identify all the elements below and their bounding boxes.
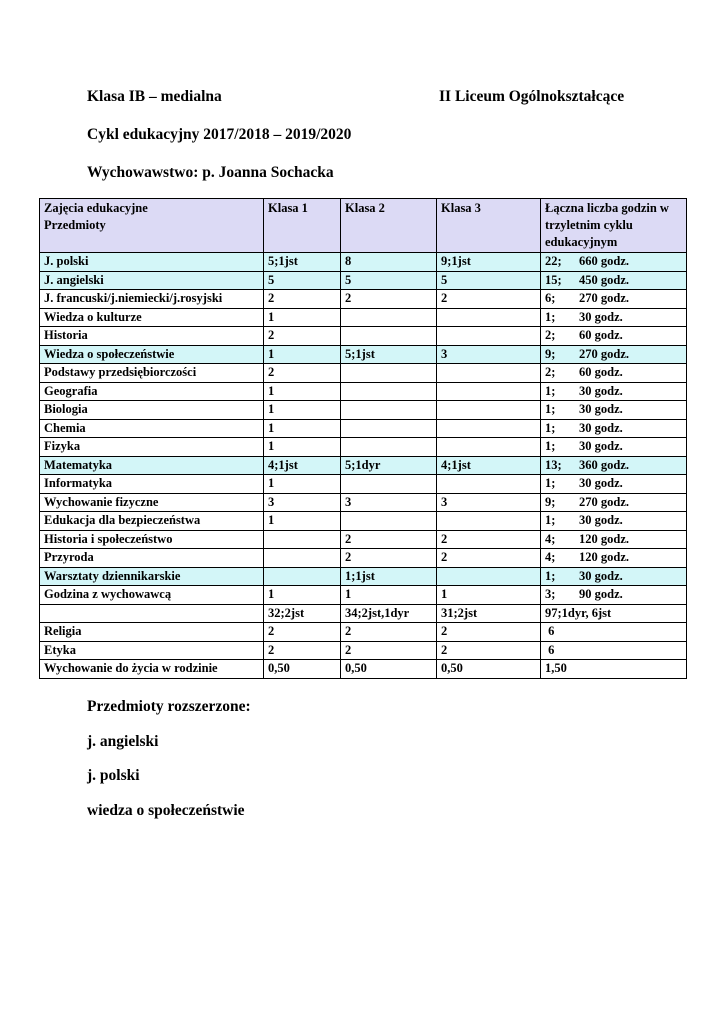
table-row [40, 475, 687, 494]
total-cell [541, 549, 687, 568]
total-hours-count: 2; [545, 365, 556, 379]
total-cell [541, 456, 687, 475]
total-hours-sum: 90 godz. [579, 587, 623, 601]
subject-cell: Edukacja dla bezpieczeństwa [40, 512, 264, 531]
total-hours-count: 13; [545, 457, 562, 472]
class-3-cell: 31;2jst [437, 604, 541, 623]
total-cell [541, 660, 687, 679]
subject-cell: Warsztaty dziennikarskie [40, 567, 264, 586]
total-hours-sum: 30 godz. [579, 568, 623, 583]
class-2-cell [341, 364, 437, 383]
total-cell [541, 512, 687, 531]
table-row [40, 345, 687, 364]
class-3-cell [437, 475, 541, 494]
total-cell [541, 438, 687, 457]
subject-cell: J. francuski/j.niemiecki/j.rosyjski [40, 290, 264, 309]
table-row [40, 512, 687, 531]
class-2-cell [341, 401, 437, 420]
class-2-cell: 34;2jst,1dyr [341, 604, 437, 623]
header-class-1: Klasa 1 [264, 199, 341, 253]
total-hours-count: 1; [545, 439, 556, 453]
total-hours-count: 6 [545, 624, 555, 638]
class-1-cell: 2 [264, 327, 341, 346]
total-cell [541, 345, 687, 364]
total-cell [541, 290, 687, 309]
class-3-cell: 2 [437, 290, 541, 309]
class-1-cell: 1 [264, 419, 341, 438]
subject-cell: Przyroda [40, 549, 264, 568]
subject-cell: Wiedza o społeczeństwie [40, 345, 264, 364]
total-hours-sum: 450 godz. [579, 272, 629, 287]
class-3-cell [437, 382, 541, 401]
header-subject-label: Zajęcia edukacyjne Przedmioty [44, 201, 148, 232]
class-1-cell: 1 [264, 512, 341, 531]
total-hours-sum: 660 godz. [579, 254, 629, 268]
total-hours-count: 3; [545, 587, 556, 601]
total-cell [541, 493, 687, 512]
table-row [40, 586, 687, 605]
class-3-cell: 2 [437, 641, 541, 660]
total-hours-count: 22; [545, 254, 562, 268]
subject-cell: Chemia [40, 419, 264, 438]
class-1-cell: 1 [264, 438, 341, 457]
table-row [40, 401, 687, 420]
total-cell [541, 567, 687, 586]
class-2-cell: 3 [341, 493, 437, 512]
total-hours-sum: 120 godz. [579, 531, 629, 546]
table-row [40, 364, 687, 383]
table-row [40, 382, 687, 401]
total-cell [541, 419, 687, 438]
total-cell [541, 475, 687, 494]
total-cell [541, 271, 687, 290]
total-hours-count: 4; [545, 531, 556, 546]
extended-subjects-title: Przedmioty rozszerzone: [87, 698, 251, 715]
class-tutor: Wychowawstwo: p. Joanna Sochacka [87, 164, 334, 181]
class-2-cell: 5;1dyr [341, 456, 437, 475]
subject-cell: Wychowanie fizyczne [40, 493, 264, 512]
total-hours-sum: 270 godz. [579, 494, 629, 509]
class-1-cell: 1 [264, 308, 341, 327]
class-2-cell: 1 [341, 586, 437, 605]
class-1-cell: 3 [264, 493, 341, 512]
class-2-cell [341, 327, 437, 346]
class-2-cell: 2 [341, 641, 437, 660]
table-row [40, 253, 687, 272]
class-3-cell: 9;1jst [437, 253, 541, 272]
subject-cell: Historia [40, 327, 264, 346]
total-hours-count: 9; [545, 494, 556, 509]
total-cell [541, 401, 687, 420]
table-row [40, 623, 687, 642]
table-row [40, 567, 687, 586]
total-hours-count: 1; [545, 513, 556, 527]
education-cycle: Cykl edukacyjny 2017/2018 – 2019/2020 [87, 126, 352, 143]
class-2-cell: 1;1jst [341, 567, 437, 586]
class-1-cell: 5;1jst [264, 253, 341, 272]
class-2-cell [341, 382, 437, 401]
total-cell [541, 641, 687, 660]
total-hours-sum: 30 godz. [579, 513, 623, 527]
total-hours-sum: 30 godz. [579, 420, 623, 435]
class-1-cell: 1 [264, 586, 341, 605]
total-hours-count: 4; [545, 550, 556, 564]
total-cell [541, 382, 687, 401]
subject-cell: Historia i społeczeństwo [40, 530, 264, 549]
class-3-cell: 3 [437, 345, 541, 364]
subject-cell: Etyka [40, 641, 264, 660]
class-2-cell: 5;1jst [341, 345, 437, 364]
table-row [40, 308, 687, 327]
total-hours-sum: 360 godz. [579, 457, 629, 472]
total-cell [541, 530, 687, 549]
header-class-3: Klasa 3 [437, 199, 541, 253]
extended-subject-item: j. angielski [87, 733, 159, 750]
table-row [40, 290, 687, 309]
class-3-cell [437, 308, 541, 327]
total-hours-count: 1; [545, 420, 556, 435]
class-2-cell: 2 [341, 530, 437, 549]
total-cell [541, 604, 687, 623]
subject-cell: Religia [40, 623, 264, 642]
total-cell [541, 586, 687, 605]
total-hours-sum: 120 godz. [579, 550, 629, 564]
class-1-cell: 1 [264, 382, 341, 401]
class-2-cell: 0,50 [341, 660, 437, 679]
class-3-cell: 5 [437, 271, 541, 290]
table-row [40, 660, 687, 679]
total-hours-count: 6; [545, 291, 556, 305]
class-3-cell: 3 [437, 493, 541, 512]
extended-subject-item: j. polski [87, 767, 140, 784]
total-cell [541, 364, 687, 383]
total-hours-count: 1; [545, 568, 556, 583]
subject-cell: Fizyka [40, 438, 264, 457]
class-3-cell: 1 [437, 586, 541, 605]
total-hours-count: 1; [545, 309, 556, 324]
class-3-cell: 2 [437, 530, 541, 549]
subject-cell: Informatyka [40, 475, 264, 494]
total-cell [541, 623, 687, 642]
total-hours-count: 15; [545, 272, 562, 287]
subject-cell: Podstawy przedsiębiorczości [40, 364, 264, 383]
class-3-cell [437, 567, 541, 586]
total-hours-sum: 60 godz. [579, 328, 623, 342]
total-hours-count: 2; [545, 328, 556, 342]
subjects-table [39, 198, 687, 679]
class-2-cell [341, 475, 437, 494]
subject-cell: Wiedza o kulturze [40, 308, 264, 327]
class-2-cell [341, 419, 437, 438]
class-3-cell: 0,50 [437, 660, 541, 679]
class-2-cell [341, 512, 437, 531]
table-header-row [40, 199, 687, 253]
class-1-cell: 32;2jst [264, 604, 341, 623]
class-2-cell: 2 [341, 623, 437, 642]
class-1-cell: 1 [264, 475, 341, 494]
class-2-cell: 2 [341, 290, 437, 309]
class-3-cell: 2 [437, 623, 541, 642]
subject-cell: Geografia [40, 382, 264, 401]
total-hours-sum: 30 godz. [579, 439, 623, 453]
class-3-cell: 2 [437, 549, 541, 568]
class-1-cell: 2 [264, 641, 341, 660]
total-hours-sum: 30 godz. [579, 309, 623, 324]
class-3-cell: 4;1jst [437, 456, 541, 475]
class-3-cell [437, 512, 541, 531]
subject-cell: Matematyka [40, 456, 264, 475]
total-hours-count: 1; [545, 402, 556, 416]
total-hours-sum: 270 godz. [579, 346, 629, 361]
total-hours-count: 1; [545, 383, 556, 398]
total-hours-count: 1,50 [545, 661, 567, 675]
total-hours-sum: 30 godz. [579, 476, 623, 490]
subject-cell [40, 604, 264, 623]
total-hours-count: 6 [545, 642, 555, 657]
total-hours-sum: 270 godz. [579, 291, 629, 305]
subject-cell: Biologia [40, 401, 264, 420]
total-cell [541, 253, 687, 272]
table-row [40, 549, 687, 568]
school-name: II Liceum Ogólnokształcące [439, 88, 625, 105]
subject-cell: J. polski [40, 253, 264, 272]
class-2-cell: 2 [341, 549, 437, 568]
header-class-2: Klasa 2 [341, 199, 437, 253]
table-row [40, 530, 687, 549]
class-1-cell: 5 [264, 271, 341, 290]
class-3-cell [437, 438, 541, 457]
total-hours-sum: 60 godz. [579, 365, 623, 379]
table-row [40, 271, 687, 290]
total-hours-sum: 30 godz. [579, 383, 623, 398]
table-row [40, 456, 687, 475]
total-hours-count: 97;1dyr, 6jst [545, 605, 612, 620]
class-1-cell: 2 [264, 290, 341, 309]
class-1-cell [264, 530, 341, 549]
class-2-cell [341, 308, 437, 327]
table-row [40, 438, 687, 457]
class-1-cell: 2 [264, 364, 341, 383]
class-1-cell: 2 [264, 623, 341, 642]
class-1-cell: 4;1jst [264, 456, 341, 475]
class-1-cell: 0,50 [264, 660, 341, 679]
class-name: Klasa IB – medialna [87, 88, 222, 105]
class-1-cell: 1 [264, 401, 341, 420]
header-total: Łączna liczba godzin w trzyletnim cyklu edukacyjnym [541, 199, 687, 253]
total-hours-count: 1; [545, 476, 556, 490]
class-3-cell [437, 419, 541, 438]
total-cell [541, 327, 687, 346]
table-row [40, 493, 687, 512]
subject-cell: Godzina z wychowawcą [40, 586, 264, 605]
class-1-cell: 1 [264, 345, 341, 364]
table-row [40, 419, 687, 438]
class-1-cell [264, 549, 341, 568]
subject-cell: Wychowanie do życia w rodzinie [40, 660, 264, 679]
class-3-cell [437, 364, 541, 383]
class-3-cell [437, 327, 541, 346]
class-3-cell [437, 401, 541, 420]
header-subject [40, 199, 264, 253]
total-hours-count: 9; [545, 346, 556, 361]
class-2-cell: 5 [341, 271, 437, 290]
table-row [40, 604, 687, 623]
class-2-cell [341, 438, 437, 457]
class-1-cell [264, 567, 341, 586]
total-cell [541, 308, 687, 327]
total-hours-sum: 30 godz. [579, 402, 623, 416]
class-2-cell: 8 [341, 253, 437, 272]
table-row [40, 641, 687, 660]
table-row [40, 327, 687, 346]
extended-subject-item: wiedza o społeczeństwie [87, 802, 245, 819]
subject-cell: J. angielski [40, 271, 264, 290]
